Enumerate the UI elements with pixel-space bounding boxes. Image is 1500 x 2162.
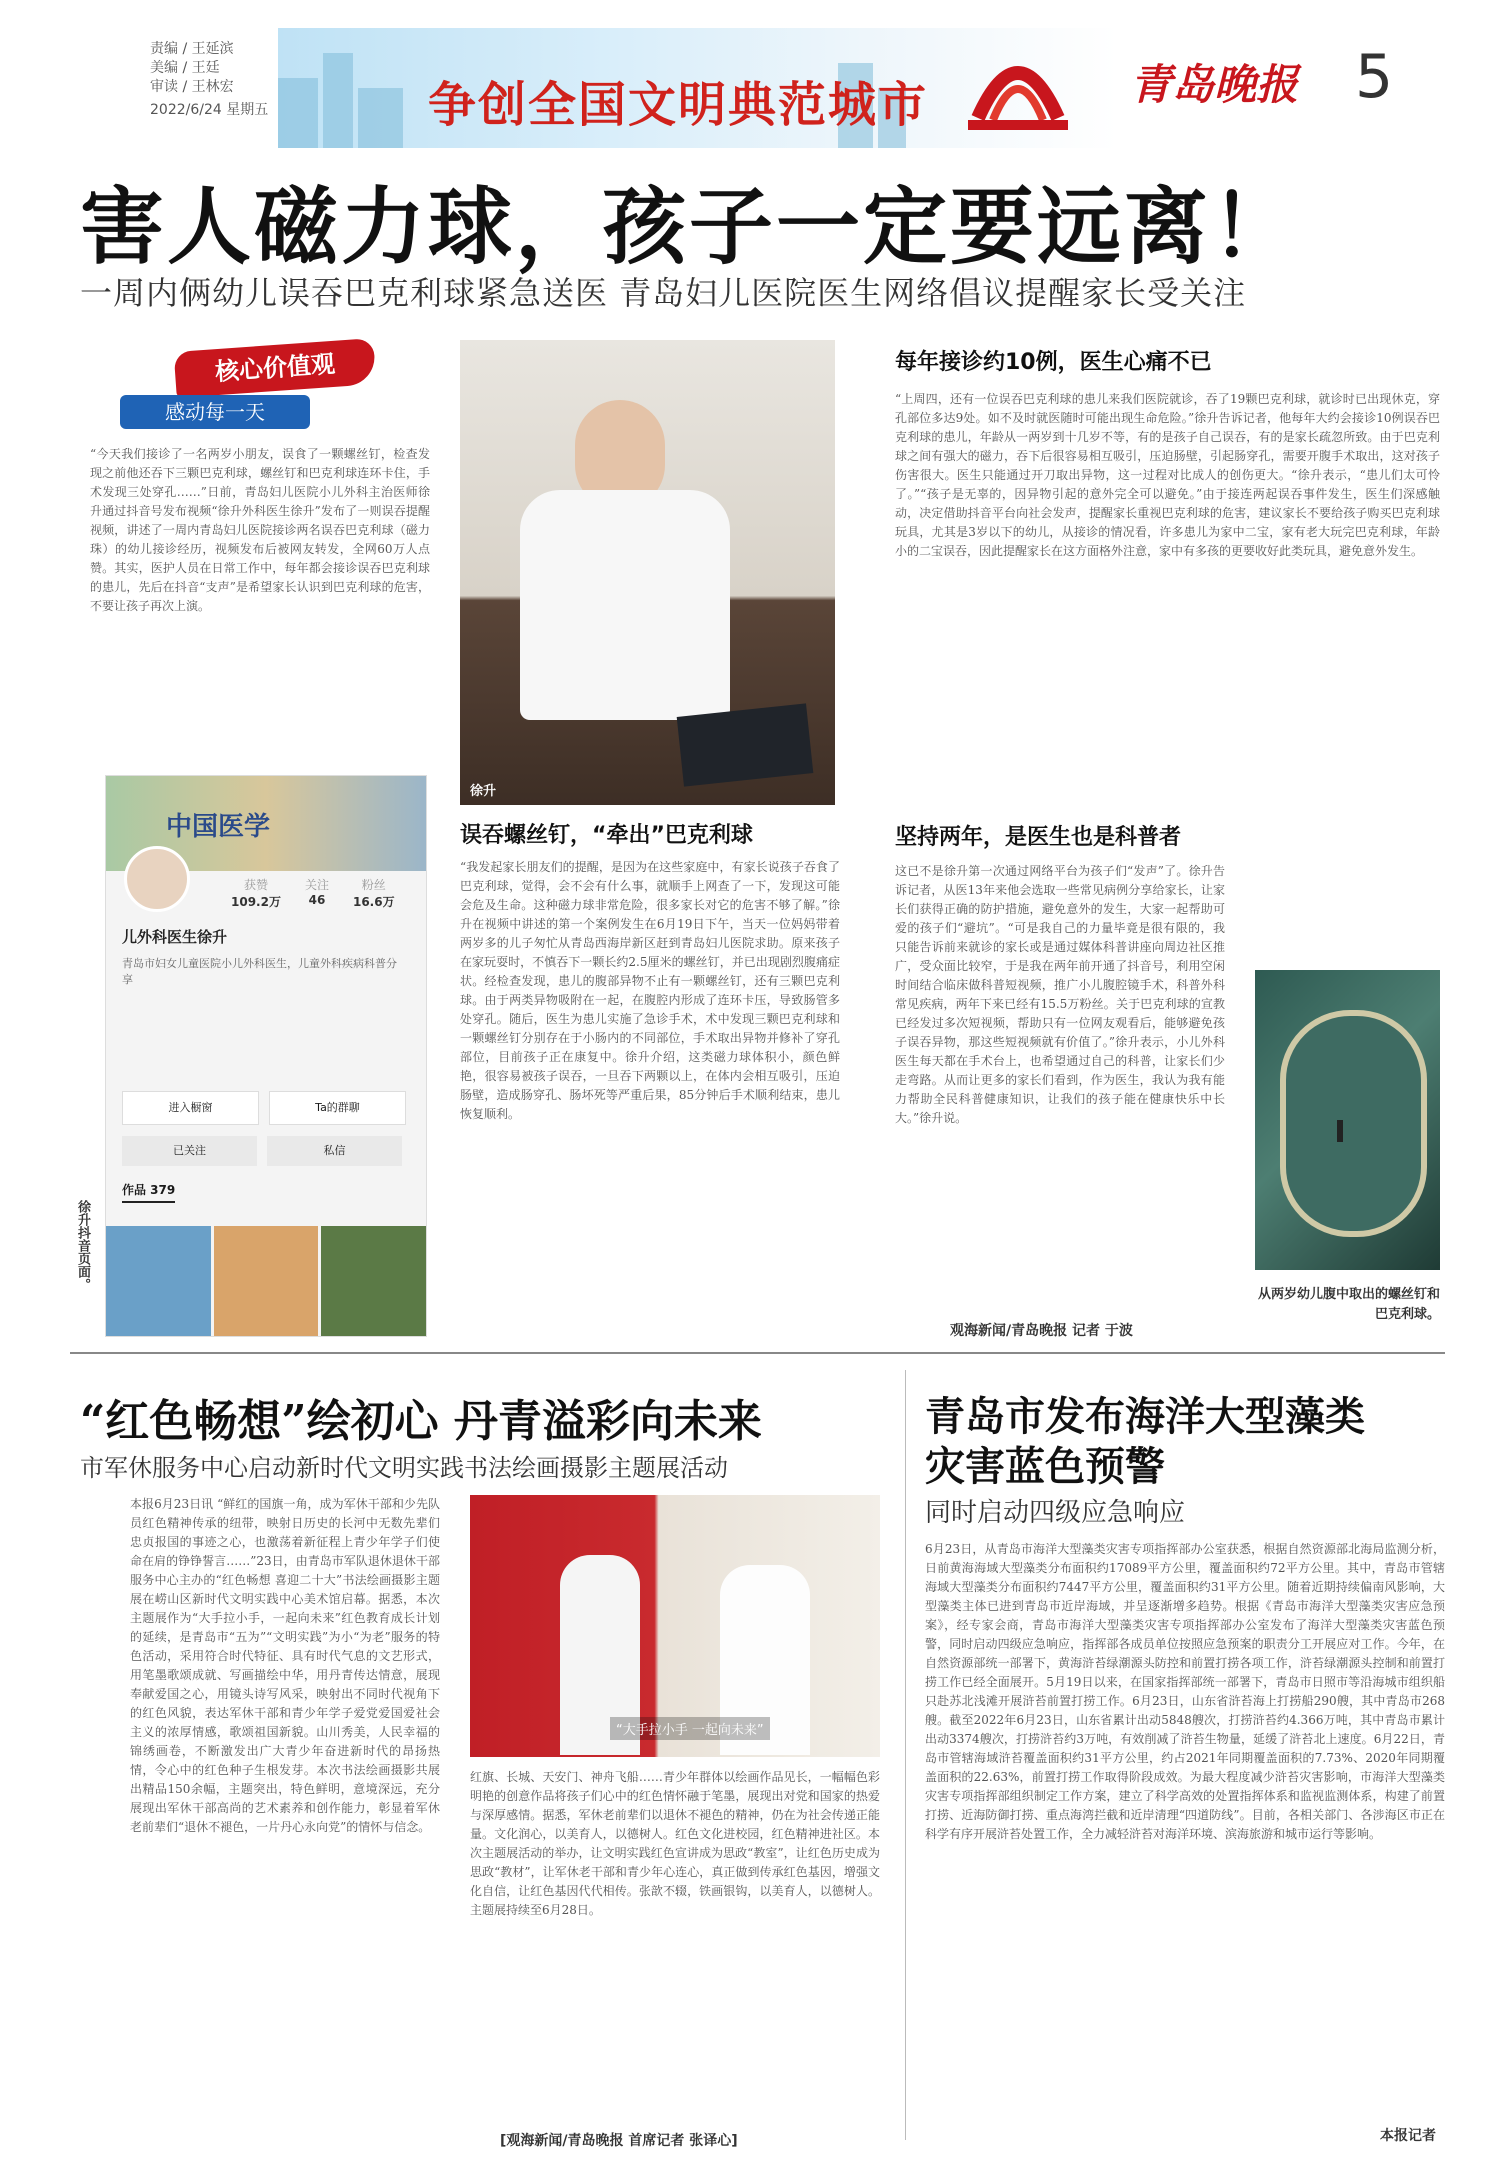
byline: [观海新闻/青岛晚报 首席记者 张译心] (500, 2133, 738, 2149)
article1-section2-text: “我发起家长朋友们的提醒，是因为在这些家庭中，有家长说孩子吞食了巴克利球，觉得，会不会有什么事，就顺手上网查了一下，发现这可能会危及生命。这种磁力球非常危险，很多家长对它的危害不够了解。”徐升在视频中讲述的第一个案例发生在6月19日下午，当天一位妈妈带着两岁多的儿子匆忙从青岛西海岸新区赶到青岛妇儿医院求助。原来孩子在家玩耍时，不慎吞下一颗长约2.5厘米的螺丝钉，并已出现剧烈腹痛症状。经检查发现，患儿的腹部异物不止有一颗螺丝钉，还有三颗巴克利球。由于两类异物吸附在一起，在腹腔内形成了连环卡压，导致肠管多处穿孔。随后，医生为患儿实施了急诊手术，术中发现三颗巴克利球和一颗螺丝钉分别存在于小肠内的不同部位，手术取出异物并修补了穿孔部位，目前孩子正在康复中。徐升介绍，这类磁力球体积小，颜色鲜艳，很容易被孩子误吞，一旦吞下两颗以上，在体内会相互吸引，压迫肠壁，造成肠穿孔、肠坏死等严重后果，85分钟后手术顺利结束，患儿恢复顺利。 (460, 860, 840, 1121)
credit-line: 美编 / 王廷 (150, 60, 220, 76)
byline: 观海新闻/青岛晚报 记者 于波 (950, 1323, 1133, 1339)
editor-credits (150, 40, 268, 120)
main-subheadline: 一周内俩幼儿误吞巴克利球紧急送医 青岛妇儿医院医生网络倡议提醒家长受关注 (80, 274, 1247, 312)
profile-info: 青岛市妇女儿童医院小儿外科医生，儿童外科疾病科普分享 (122, 957, 397, 986)
shop-window-button[interactable]: 进入橱窗 (122, 1091, 259, 1125)
article2-text-col1: 本报6月23日讯 “鲜红的国旗一角，成为军休干部和少先队员红色精神传承的纽带，映射日历史的长河中无数先辈们忠贞报国的事迹之心，也激荡着新征程上青少年学子们使命在肩的铮铮誓言……”23日，由青岛市军队退休退休干部服务中心主办的“红色畅想 喜迎二十大”书法绘画摄影主题展在崂山区新时代文明实践中心美术馆启幕。据悉，本次主题展作为“大手拉小手，一起向未来”红色教育成长计划的延续，是青岛市“五为”“文明实践”为小“为老”服务的特色活动，采用符合时代特征、具有时代气息的文艺形式，用笔墨歌颂成就、写画描绘中华，用丹青传达情意，展现奉献爱国之心，用镜头诗写风采，映射出不同时代视角下的红色风貌，表达军休干部和青少年学子爱党爱国爱社会主义的浓厚情感，歌颂祖国新貌。山川秀美，人民幸福的锦绣画卷，不断激发出广大青少年奋进新时代的昂扬热情，令心中的红色种子生根发芽。本次书法绘画摄影共展出精品150余幅，主题突出，特色鲜明，意境深远，充分展现出军休干部高尚的艺术素养和创作能力，彰显着军休老前辈们“退休不褪色，一片丹心永向党”的情怀与信念。 (130, 1497, 440, 1834)
ceremony-photo (470, 1495, 880, 1757)
followed-button[interactable]: 已关注 (122, 1136, 257, 1166)
article3-text: 6月23日，从青岛市海洋大型藻类灾害专项指挥部办公室获悉，根据自然资源部北海局监测分析，日前黄海海域大型藻类分布面积约17089平方公里，覆盖面积约72平方公里。其中，青岛市管辖海域大型藻类分布面积约7447平方公里，覆盖面积约31平方公里。随着近期持续偏南风影响，大型藻类主体已进到青岛市近岸海域，并呈逐渐增多趋势。根据《青岛市海洋大型藻类灾害应急预案》，经专家会商，青岛市海洋大型藻类灾害专项指挥部办公室发布了海洋大型藻类灾害蓝色预警，同时启动四级应急响应，指挥部各成员单位按照应急预案的职责分工开展应对工作。今年，在自然资源部统一部署下，黄海浒苔绿潮源头防控和前置打捞各项工作，浒苔绿潮源头控制和前置打捞工作已经全面展开。5月19日以来，在国家指挥部统一部署下，青岛市日照市等沿海城市组织船只赴苏北浅滩开展浒苔前置打捞工作。6月23日，山东省浒苔海上打捞船290艘，其中青岛市268艘。截至2022年6月23日，山东省累计出动5848艘次，打捞浒苔约4.366万吨，其中青岛市累计出动3374艘次，打捞浒苔约3万吨，有效削减了浒苔生物量，延缓了浒苔北上速度。6月22日，青岛市管辖海域浒苔覆盖面积约31平方公里，约占2021年同期覆盖面积的7.73%、2020年同期覆盖面积的22.63%，前置打捞工作取得阶段成效。为最大程度减少浒苔灾害影响，市海洋大型藻类灾害专项指挥部组织制定工作方案，建立了科学高效的处置指挥体系和监视监测体系，构建了前置打捞、近海防御打捞、重点海湾拦截和近岸清理“四道防线”。目前，各相关部门、各涉海区市正在科学有序开展浒苔处置工作，全力减轻浒苔对海洋环境、滨海旅游和城市运行等影响。 (925, 1542, 1445, 1841)
core-values-badge: 核心价值观 (174, 338, 377, 398)
article3-subheadline: 同时启动四级应急响应 (925, 1498, 1186, 1528)
section-heading: 误吞螺丝钉，“牵出”巴克利球 (460, 823, 753, 848)
banner-title: 争创全国文明典范城市 (428, 77, 929, 133)
section-divider (70, 1352, 1445, 1354)
photo-caption: 从两岁幼儿腹中取出的螺丝钉和巴克利球。 (1257, 1287, 1440, 1322)
profile-name: 儿外科医生徐升 (122, 928, 228, 946)
stat-likes: 获赞 109.2万 (231, 878, 281, 909)
column-divider (905, 1370, 906, 2140)
section-heading: 坚持两年，是医生也是科普者 (895, 825, 1182, 850)
photo-banner-text: “大手拉小手 一起向未来” (610, 1717, 770, 1740)
article2-headline: “红色畅想”绘初心 丹青溢彩向未来 (80, 1396, 762, 1447)
page-number: 5 (1355, 42, 1394, 112)
ribbon-emblem-icon (958, 38, 1078, 138)
issue-date: 2022/6/24 星期五 (150, 102, 269, 118)
message-button[interactable]: 私信 (267, 1136, 402, 1166)
works-tab[interactable]: 作品 379 (122, 1181, 175, 1203)
newspaper-name: 青岛晚报 (1130, 60, 1299, 109)
avatar (124, 846, 190, 912)
douyin-profile-screenshot (105, 775, 427, 1337)
article2-text-col2: 红旗、长城、天安门、神舟飞船……青少年群体以绘画作品见长，一幅幅色彩明艳的创意作品将孩子们心中的红色情怀融于笔墨，展现出对党和国家的热爱与深厚感情。据悉，军休老前辈们以退休不褪色的精神，仍在为社会传递正能量。文化润心，以美育人，以德树人。红色文化进校园，红色精神进社区。本次主题展活动的举办，让文明实践红色宣讲成为思政“教室”，让红色历史成为思政“教材”，让军休老干部和青少年心连心，真正做到传承红色基因，增强文化自信，让红色基因代代相传。张歆不辍，铁画银钩，以美育人，以德树人。主题展持续至6月28日。 (470, 1770, 880, 1917)
profile-banner-text: 中国医学 (166, 812, 271, 842)
credit-line: 责编 / 王延滨 (150, 41, 234, 57)
video-thumbnail[interactable] (214, 1226, 319, 1336)
photo-caption: 徐升 (470, 784, 497, 799)
doctor-photo (460, 340, 835, 805)
main-headline: 害人磁力球，孩子一定要远离！ (80, 177, 1299, 276)
article3-headline-line1: 青岛市发布海洋大型藻类 (925, 1393, 1365, 1440)
article1-intro: “今天我们接诊了一名两岁小朋友，误食了一颗螺丝钉，检查发现之前他还吞下三颗巴克利球，螺丝钉和巴克利球连环卡住，手术发现三处穿孔……”日前，青岛妇儿医院小儿外科主治医师徐升通过抖音号发布视频“徐升外科医生徐升”发布了一则误吞提醒视频，讲述了一周内青岛妇儿医院接诊两名误吞巴克利球（磁力珠）的幼儿接诊经历，视频发布后被网友转发，全网60万人点赞。其实，医护人员在日常工作中，每年都会接诊误吞巴克利球的患儿，先后在抖音“支声”是希望家长认识到巴克利球的危害，不要让孩子再次上演。 (90, 447, 430, 613)
group-chat-button[interactable]: Ta的群聊 (269, 1091, 406, 1125)
stat-fans: 粉丝 16.6万 (352, 878, 395, 909)
article2-subheadline: 市军休服务中心启动新时代文明实践书法绘画摄影主题展活动 (80, 1454, 728, 1482)
article3-headline-line2: 灾害蓝色预警 (925, 1443, 1165, 1490)
section-heading: 每年接诊约10例，医生心痛不已 (895, 350, 1212, 375)
article1-col3-section1-text: “上周四，还有一位误吞巴克利球的患儿来我们医院就诊，吞了19颗巴克利球，就诊时已出现休克，穿孔部位多达9处。如不及时就医随时可能出现生命危险。”徐升告诉记者，他每年大约会接诊10例误吞巴克利球的患儿，年龄从一两岁到十几岁不等，有的是孩子自己误吞，有的是家长疏忽所致。由于巴克利球之间有强大的磁力，吞下后很容易相互吸引，压迫肠壁，引起肠穿孔，需要开腹手术取出，这对孩子伤害很大。医生只能通过开刀取出异物，这一过程对比成人的创伤更大。“徐升表示，“患儿们太可怜了。”“孩子是无辜的，因异物引起的意外完全可以避免。”由于接连两起误吞事件发生，医生们深感触动，决定借助抖音平台向社会发声，提醒家长重视巴克利球的危害，建议家长不要给孩子购买巴克利球玩具，尤其是3岁以下的幼儿，从接诊的情况看，许多患儿为家中二宝，家有老大玩完巴克利球，年龄小的二宝误吞，因此提醒家长在这方面格外注意，家中有多孩的更要收好此类玩具，避免意外发生。 (895, 392, 1440, 558)
video-thumbnail[interactable] (106, 1226, 211, 1336)
foreign-objects-photo (1255, 970, 1440, 1270)
screenshot-caption: 徐升抖音页面。 (75, 1200, 90, 1291)
byline: 本报记者 (1380, 2128, 1436, 2144)
core-values-subbadge: 感动每一天 (120, 395, 310, 429)
article1-col3-section2-text: 这已不是徐升第一次通过网络平台为孩子们“发声”了。徐升告诉记者，从医13年来他会选取一些常见病例分享给家长，让家长们获得正确的防护措施，避免意外的发生，大家一起帮助可爱的孩子们“避坑”。“可是我自己的力量毕竟是很有限的，我只能告诉前来就诊的家长或是通过媒体科普讲座向周边社区推广，受众面比较窄，于是我在两年前开通了抖音号，利用空闲时间结合临床做科普短视频，推广小儿腹腔镜手术，科普外科常见疾病，两年下来已经有15.5万粉丝。关于巴克利球的宣教已经发过多次短视频，帮助只有一位网友观看后，能够避免孩子误吞异物，那这些短视频就有价值了。”徐升表示，小儿外科医生每天都在手术台上，也希望通过自己的科普，让家长们少走弯路。从而让更多的家长们看到，作为医生，我认为我有能力帮助全民科普健康知识，让我们的孩子能在健康快乐中长大。”徐升说。 (895, 864, 1225, 1125)
video-thumbnail[interactable] (321, 1226, 426, 1336)
campaign-banner (278, 28, 1118, 148)
stat-following: 关注 46 (304, 878, 329, 907)
credit-line: 审读 / 王林宏 (150, 79, 234, 95)
